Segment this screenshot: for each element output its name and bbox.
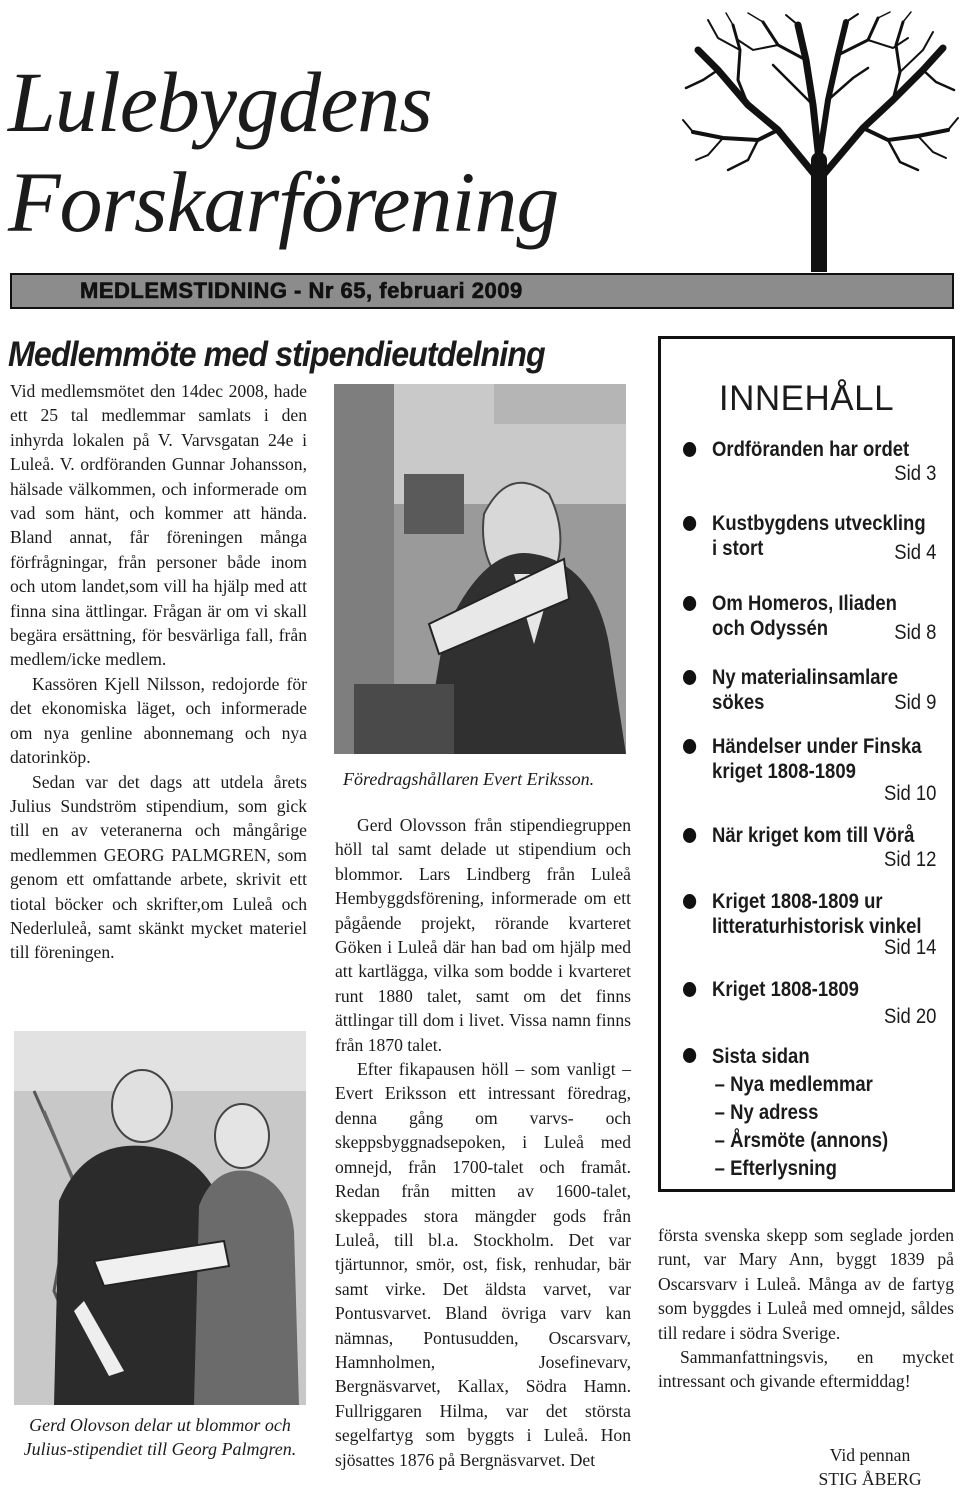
issue-banner-text: MEDLEMSTIDNING - Nr 65, februari 2009 (80, 278, 523, 303)
bullet-icon (683, 739, 696, 754)
toc-item-text: Kriget 1808-1809 ur (712, 890, 883, 913)
bullet-icon (683, 828, 696, 843)
bullet-icon (683, 442, 696, 457)
bullet-icon (683, 596, 696, 611)
toc-item-text: sökes (712, 691, 765, 714)
toc-title: INNEHÅLL (718, 379, 895, 418)
bullet-icon (683, 670, 696, 685)
article-column-right (658, 1223, 954, 1394)
toc-item-text: – Ny adress (714, 1101, 819, 1124)
toc-item-text: – Årsmöte (annons) (714, 1129, 889, 1152)
article-paragraph: Vid medlemsmötet den 14dec 2008, hade ett 25 tal medlemmar samlats i den inhyrda lokalen på V. Varvsgatan 24e i Luleå. V. ordföranden Gunnar Johansson, hälsade välkommen, och informerade om vad som hänt, och kommer att hända. Bland annat, får föreningen många förfrågningar, från personer både inom och utom landet,som vill ha hjälp med att finna sina ättlingar. Frågan är om vi skall begära ersättning, för besvärliga fall, från medlem/icke medlem. (10, 381, 307, 670)
issue-banner (10, 273, 954, 309)
photo-award-caption: Gerd Olovson delar ut blommor och Julius-stipendiet till Georg Palmgren. (23, 1415, 297, 1459)
toc-item-text: Kustbygdens utveckling (712, 512, 926, 535)
toc-item-page: Sid 8 (894, 621, 937, 644)
toc-item-text: – Efterlysning (714, 1157, 837, 1180)
toc-item-text: När kriget kom till Vörå (712, 824, 915, 847)
photo-award (14, 1031, 306, 1405)
toc-item-text: i stort (712, 537, 764, 560)
toc-item-page: Sid 3 (894, 462, 937, 485)
article-column-middle (335, 813, 631, 1472)
masthead-title (8, 52, 648, 252)
toc-item-text: Sista sidan (712, 1045, 810, 1068)
toc-item-text: Händelser under Finska (712, 735, 922, 758)
toc-item-text: Om Homeros, Iliaden (712, 592, 897, 615)
signature-line1: Vid pennan (829, 1445, 911, 1465)
photo-speaker-caption: Föredragshållaren Evert Eriksson. (343, 769, 595, 789)
masthead-title-line2: Forskarförening (8, 154, 559, 250)
toc-item-page: Sid 9 (894, 691, 937, 714)
bullet-icon (683, 1048, 696, 1063)
toc-item-text: och Odyssén (712, 617, 829, 640)
bullet-icon (683, 516, 696, 531)
toc-item-text: Kriget 1808-1809 (712, 978, 859, 1001)
table-of-contents (658, 336, 955, 1192)
article-paragraph: Sedan var det dags att utdela årets Julius Sundström stipendium, som gick till en av veteranerna och mångårige medlemmen GEORG PALMGREN, som genom ett omfattande arbete, skrivit ett tiotal böcker och skrifter,om Luleå och Nederluleå, samt skänkt mycket materiel till föreningen. (10, 771, 307, 963)
signature (790, 1443, 950, 1491)
toc-item-page: Sid 12 (884, 848, 937, 871)
toc-item-page: Sid 20 (884, 1005, 937, 1028)
article-column-left (10, 379, 307, 965)
article-paragraph: Kassören Kjell Nilsson, redojorde för det ekonomiska läget, och informerade om nya genline abonnemang och nya datorinköp. (10, 673, 307, 768)
toc-item-text: Ordföranden har ordet (712, 438, 910, 461)
toc-item-text: litteraturhistorisk vinkel (712, 915, 922, 938)
toc-item-page: Sid 4 (894, 541, 937, 564)
photo-speaker (334, 384, 626, 754)
toc-item-page: Sid 14 (884, 936, 937, 959)
toc-item (683, 437, 941, 487)
toc-item-text: Ny materialinsamlare (712, 666, 898, 689)
toc-item-text: – Nya medlemmar (714, 1073, 873, 1096)
bullet-icon (683, 982, 696, 997)
toc-item-page: Sid 10 (884, 782, 937, 805)
article-paragraph: första svenska skepp som seglade jorden runt, var Mary Ann, byggt 1839 på Oscarsvarv i Luleå. Många av de fartyg som byggdes i Luleå med omnejd, såldes till redare i södra Sverige. (658, 1225, 954, 1343)
signature-line2: STIG ÅBERG (818, 1469, 922, 1489)
bullet-icon (683, 894, 696, 909)
masthead-title-line1: Lulebygdens (8, 54, 432, 150)
article-paragraph: Efter fikapausen höll – som vanligt – Evert Eriksson ett intressant föredrag, denna gång om varvs- och skeppsbyggnadsepoken, i Luleå med omnejd, från 1700-talet och framåt. Redan från mitten av 1600-talet, skeppades stora mängder gods från Luleå, till bl.a. Stockholm. Det var tjärtunnor, smör, ost, fisk, renhudar, bär samt virke. Det äldsta varvet, var Pontusvarvet. Bland övriga varv kan nämnas, Pontusudden, Oscarsvarv, Hamnholmen, Josefinevarv, Bergnäsvarvet, Kallax, Södra Hamn. Fullriggaren Hilma, var det största segelfartyg som byggts i Luleå. Hon sjösattes 1876 på Bergnäsvarvet. Det (335, 1059, 631, 1470)
toc-item-text: kriget 1808-1809 (712, 760, 856, 783)
article-paragraph: Gerd Olovsson från stipendiegruppen höll tal samt delade ut stipendium och blommor. Lars Lindberg från Luleå Hembyggdsförening, informerade om ett pågående projekt, rörande kvarteret Göken i Luleå där han bad om hjälp med att kartlägga, vilka som bodde i kvarteret runt 1880 talet, samt om det finns ättlingar till dom i livet. Vissa namn finns från 1870 talet. (335, 815, 631, 1055)
tree-logo-icon (678, 10, 960, 272)
article-paragraph: Sammanfattningsvis, en mycket intressant och givande eftermiddag! (658, 1347, 954, 1392)
article-headline: Medlemmöte med stipendieutdelning (8, 335, 545, 374)
